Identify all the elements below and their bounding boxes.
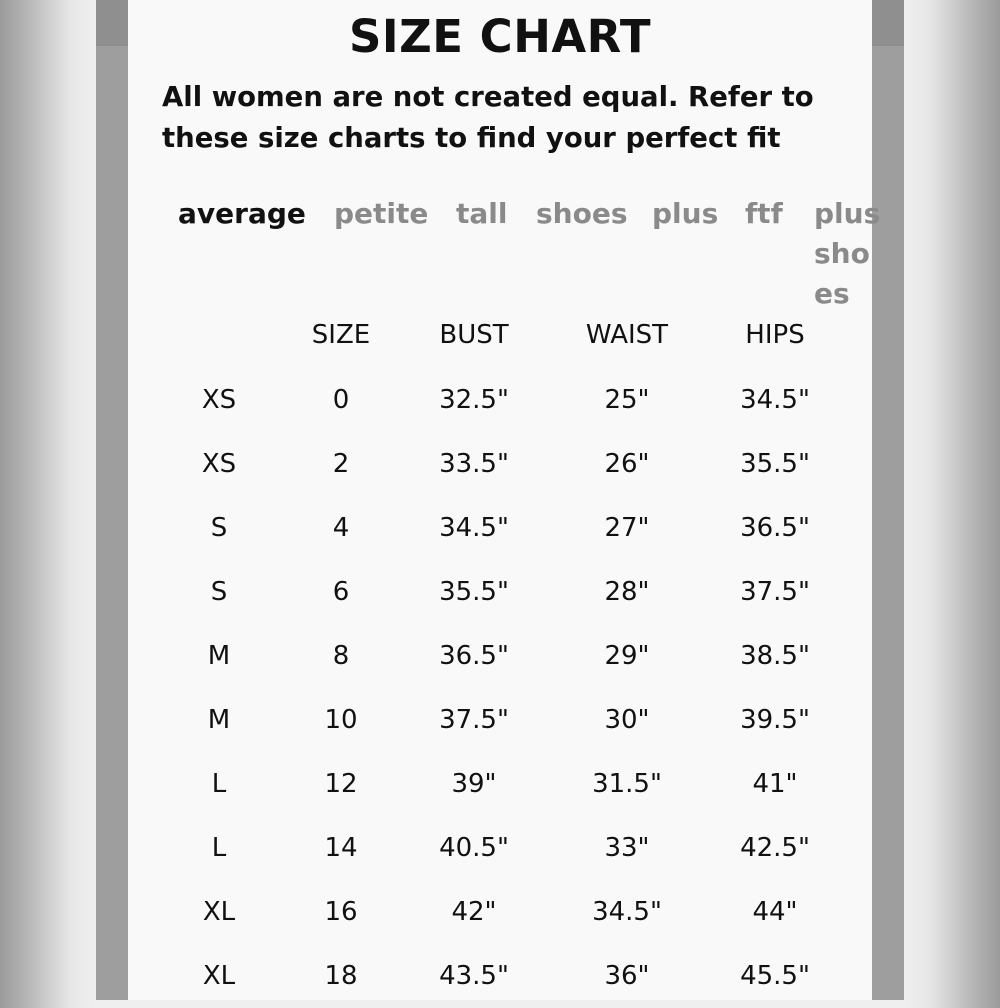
- table-row: [128, 432, 872, 496]
- cell-size: 12: [324, 769, 358, 799]
- cell-waist: 28": [604, 577, 650, 607]
- table-row: [128, 560, 872, 624]
- table-row: [128, 368, 872, 432]
- table-row: [128, 688, 872, 752]
- tab-plus[interactable]: plus: [652, 197, 719, 230]
- tab-plus-shoes[interactable]: plus shoes: [814, 197, 881, 310]
- cell-size: 16: [324, 897, 358, 927]
- cell-waist: 31.5": [592, 769, 662, 799]
- cell-waist: 33": [604, 833, 650, 863]
- cell-bust: 40.5": [439, 833, 509, 863]
- cell-letter: XL: [202, 897, 236, 927]
- cell-bust: 32.5": [439, 385, 509, 415]
- cell-hips: 34.5": [740, 385, 810, 415]
- cell-hips: 45.5": [740, 961, 810, 991]
- tab-petite[interactable]: petite: [334, 197, 429, 230]
- page-title: SIZE CHART: [348, 10, 652, 63]
- cell-size: 4: [332, 513, 350, 543]
- cell-hips: 44": [752, 897, 798, 927]
- cell-waist: 36": [604, 961, 650, 991]
- cell-letter: S: [210, 577, 228, 607]
- header-bust: BUST: [439, 320, 509, 350]
- header-size: SIZE: [311, 320, 371, 350]
- cell-hips: 38.5": [740, 641, 810, 671]
- tab-ftf[interactable]: ftf: [745, 197, 783, 230]
- cell-size: 0: [332, 385, 350, 415]
- cell-letter: S: [210, 513, 228, 543]
- header-waist: WAIST: [585, 320, 669, 350]
- cell-letter: XL: [202, 961, 236, 991]
- cell-bust: 43.5": [439, 961, 509, 991]
- tab-shoes[interactable]: shoes: [536, 197, 628, 230]
- cell-letter: M: [207, 705, 231, 735]
- cell-letter: XS: [201, 449, 237, 479]
- table-row: [128, 752, 872, 816]
- page-subtitle: All women are not created equal. Refer to these size charts to find your perfect fit: [162, 81, 814, 154]
- cell-waist: 25": [604, 385, 650, 415]
- table-row: [128, 816, 872, 880]
- header-letter: [128, 302, 310, 368]
- cell-waist: 29": [604, 641, 650, 671]
- cell-bust: 33.5": [439, 449, 509, 479]
- cell-bust: 42": [451, 897, 497, 927]
- cell-letter: M: [207, 641, 231, 671]
- table-row: [128, 496, 872, 560]
- tab-tall[interactable]: tall: [456, 197, 508, 230]
- cell-bust: 34.5": [439, 513, 509, 543]
- cell-waist: 27": [604, 513, 650, 543]
- cell-hips: 42.5": [740, 833, 810, 863]
- size-chart-panel: [128, 0, 881, 1000]
- cell-size: 8: [332, 641, 350, 671]
- cell-waist: 34.5": [592, 897, 662, 927]
- cell-size: 6: [332, 577, 350, 607]
- cell-letter: L: [211, 769, 227, 799]
- table-row: [128, 880, 872, 944]
- cell-hips: 36.5": [740, 513, 810, 543]
- cell-bust: 37.5": [439, 705, 509, 735]
- cell-size: 14: [324, 833, 358, 863]
- cell-hips: 41": [752, 769, 798, 799]
- size-table: [128, 302, 872, 1008]
- cell-letter: XS: [201, 385, 237, 415]
- cell-size: 10: [324, 705, 358, 735]
- cell-bust: 39": [451, 769, 497, 799]
- cell-size: 2: [332, 449, 350, 479]
- tab-average[interactable]: average: [178, 197, 306, 230]
- cell-letter: L: [211, 833, 227, 863]
- cell-hips: 39.5": [740, 705, 810, 735]
- table-row: [128, 944, 872, 1008]
- table-header-row: [128, 302, 872, 368]
- cell-bust: 35.5": [439, 577, 509, 607]
- cell-hips: 37.5": [740, 577, 810, 607]
- cell-bust: 36.5": [439, 641, 509, 671]
- cell-waist: 30": [604, 705, 650, 735]
- cell-size: 18: [324, 961, 358, 991]
- cell-hips: 35.5": [740, 449, 810, 479]
- header-hips: HIPS: [745, 320, 805, 350]
- table-row: [128, 624, 872, 688]
- cell-waist: 26": [604, 449, 650, 479]
